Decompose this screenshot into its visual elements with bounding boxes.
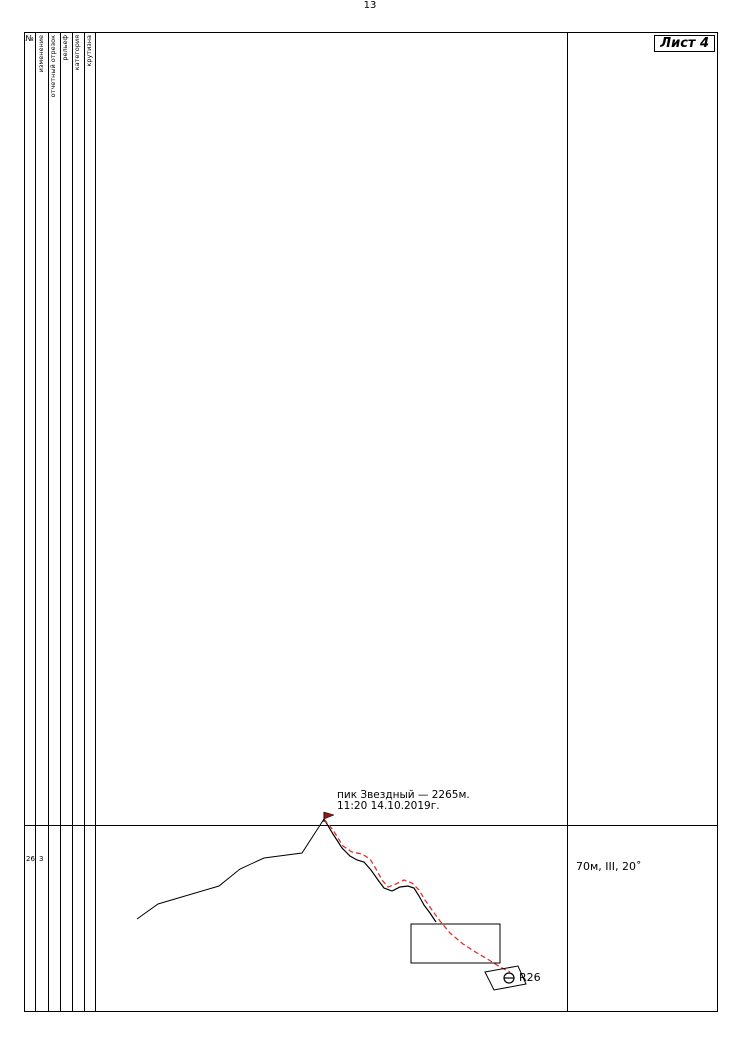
- column-header-angle: крутизна: [85, 35, 93, 67]
- row-number: 26: [26, 855, 35, 863]
- terrain-block: [411, 924, 500, 963]
- column-header-relief: рельеф: [61, 35, 69, 61]
- peak-time: 11:20 14.10.2019г.: [337, 800, 440, 812]
- station-label: R26: [519, 971, 541, 984]
- flag-icon: [324, 812, 334, 819]
- descent-path-dashed: [324, 819, 510, 972]
- column-header-difficulty: категория: [73, 35, 81, 71]
- page-number: 13: [363, 0, 377, 11]
- ridge-line: [137, 819, 324, 919]
- descent-ridge-line: [324, 819, 436, 922]
- column-header-elevation: изменение: [37, 35, 45, 73]
- column-header-distance: отчетный отрезок: [49, 35, 57, 98]
- row-category: 3: [39, 855, 44, 863]
- column-header-no: №: [25, 34, 34, 43]
- sheet-label: Лист 4: [654, 35, 715, 52]
- peak-name: пик Звездный — 2265м.: [337, 789, 470, 801]
- route-info: 70м, III, 20˚: [576, 860, 642, 873]
